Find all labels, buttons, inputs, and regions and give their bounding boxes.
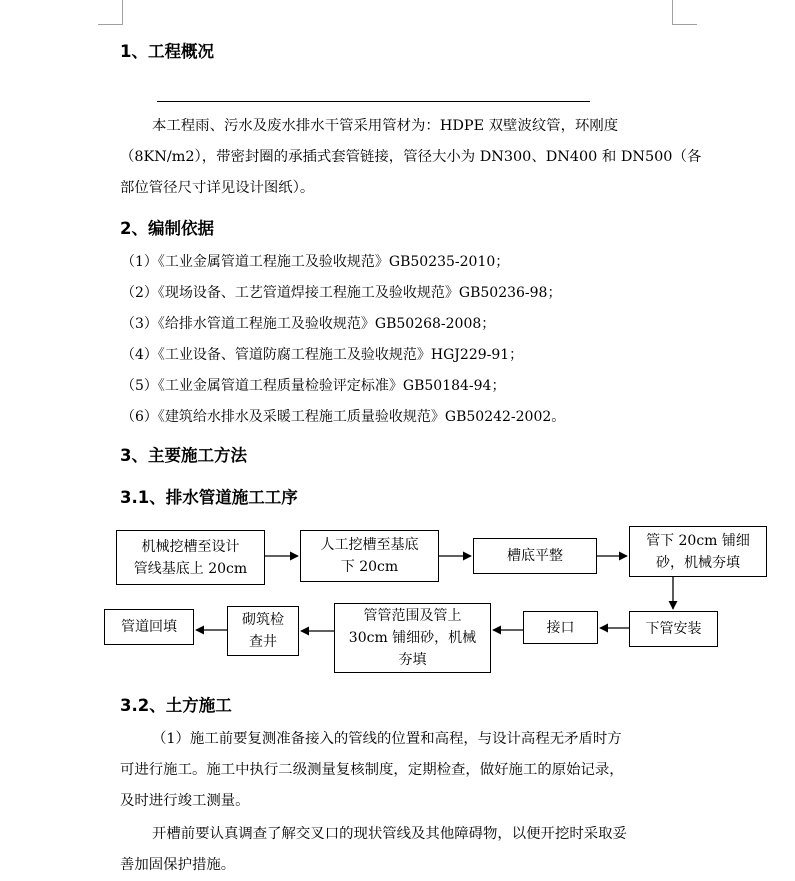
flow-step-pipe-installation [629,611,718,647]
flow-step-text: 查井 [249,634,277,650]
paragraph-line: 本工程雨、污水及废水排水干管采用管材为：HDPE 双壁波纹管，环刚度 [152,118,619,134]
flow-step-text: 人工挖槽至基底 [320,537,419,553]
flow-step-text: 夯填 [398,652,427,668]
flow-step-text: 30cm 铺细砂，机械 [348,630,477,646]
horizontal-rule [157,101,590,102]
flow-step-inspection-well [227,606,299,656]
flow-step-text: 管下 20cm 铺细 [646,532,750,549]
paragraph-line: （1）施工前要复测准备接入的管线的位置和高程，与设计高程无矛盾时方 [152,731,622,747]
flow-step-text: 砂，机械夯填 [656,554,740,571]
flow-step-sand-bedding [629,526,767,577]
reference-item: （3）《给排水管道工程施工及验收规范》GB50268-2008； [121,316,496,332]
section-2-heading: 2、编制依据 [120,219,214,238]
flow-step-text: 砌筑检 [242,612,284,628]
reference-item: （4）《工业设备、管道防腐工程施工及验收规范》HGJ229-91； [121,347,524,363]
section-3-2-paragraph-1 [120,724,680,817]
paragraph-line: 可进行施工。施工中执行二级测量复核制度，定期检查，做好施工的原始记录， [120,762,624,778]
section-3-heading: 3、主要施工方法 [120,446,247,465]
section-1-heading: 1、工程概况 [120,42,214,61]
flow-step-text: 接口 [546,619,575,636]
flow-step-mechanical-trench [116,530,265,585]
paragraph-line: 开槽前要认真调查了解交叉口的现状管线及其他障碍物，以便开挖时采取妥 [152,826,627,842]
flow-step-text: 管线基底上 20cm [133,560,248,577]
reference-item: （1）《工业金属管道工程施工及验收规范》GB50235-2010； [121,254,510,270]
flow-step-text: 机械挖槽至设计 [141,538,240,555]
reference-item: （6）《建筑给水排水及采暖工程施工质量验收规范》GB50242-2002。 [121,409,566,425]
flow-step-joint [523,611,598,644]
flow-step-text: 管道回填 [121,619,177,635]
paragraph-line: （8KN/m2），带密封圈的承插式套管链接，管径大小为 DN300、DN400 和 DN500（各 [120,149,702,165]
flow-step-text: 管管范围及管上 [363,608,462,624]
page-corner-mark-right [672,0,697,25]
section-3-1-heading: 3.1、排水管道施工工序 [120,488,298,507]
paragraph-line: 及时进行竣工测量。 [120,793,250,809]
flow-step-pipe-zone-backfill [334,603,491,673]
section-3-2-heading: 3.2、土方施工 [120,696,232,715]
flow-step-pipe-backfill [104,609,194,645]
paragraph-line: 部位管径尺寸详见设计图纸）。 [120,180,315,196]
paragraph-line: 善加固保护措施。 [120,857,236,873]
flow-step-text: 下 20cm [340,559,399,575]
flow-step-trench-leveling [473,538,597,574]
section-1-paragraph [120,111,702,204]
reference-item: （5）《工业金属管道工程质量检验评定标准》GB50184-94； [121,378,506,394]
flow-step-manual-trench [300,530,439,582]
flow-step-text: 槽底平整 [507,548,563,564]
section-3-2-paragraph-2 [120,819,680,881]
flow-step-text: 下管安装 [645,621,702,637]
reference-item: （2）《现场设备、工艺管道焊接工程施工及验收规范》GB50236-98； [121,285,562,301]
page-corner-mark-left [98,0,123,25]
